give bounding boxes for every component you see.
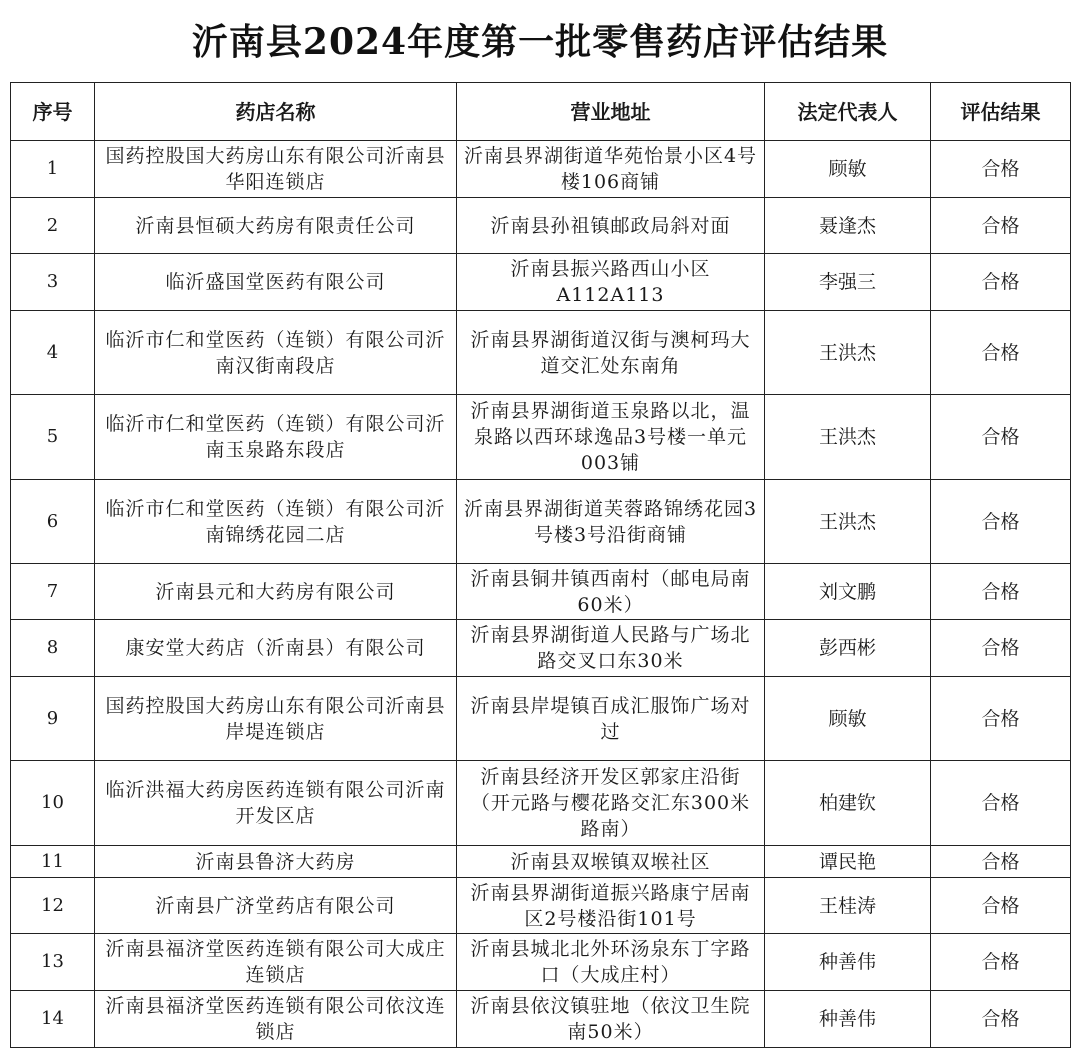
row-number: 7	[11, 564, 95, 620]
evaluation-result: 合格	[931, 564, 1071, 620]
legal-representative: 王桂涛	[765, 878, 931, 934]
pharmacy-name: 临沂盛国堂医药有限公司	[95, 254, 457, 311]
table-row	[11, 141, 1071, 198]
row-number: 13	[11, 934, 95, 991]
row-number: 14	[11, 991, 95, 1048]
legal-representative: 刘文鹏	[765, 564, 931, 620]
business-address: 沂南县双堠镇双堠社区	[457, 846, 765, 878]
legal-representative: 李强三	[765, 254, 931, 311]
header-address: 营业地址	[457, 83, 765, 141]
table-row	[11, 620, 1071, 677]
row-number: 2	[11, 198, 95, 254]
table-row	[11, 677, 1071, 761]
business-address: 沂南县界湖街道人民路与广场北路交叉口东30米	[457, 620, 765, 677]
legal-representative: 彭西彬	[765, 620, 931, 677]
pharmacy-name: 沂南县恒硕大药房有限责任公司	[95, 198, 457, 254]
header-no: 序号	[11, 83, 95, 141]
legal-representative: 王洪杰	[765, 480, 931, 564]
header-result: 评估结果	[931, 83, 1071, 141]
legal-representative: 王洪杰	[765, 395, 931, 480]
table-row	[11, 846, 1071, 878]
legal-representative: 种善伟	[765, 991, 931, 1048]
evaluation-result: 合格	[931, 198, 1071, 254]
legal-representative: 顾敏	[765, 677, 931, 761]
evaluation-result: 合格	[931, 395, 1071, 480]
evaluation-result: 合格	[931, 141, 1071, 198]
evaluation-result: 合格	[931, 311, 1071, 395]
table-row	[11, 878, 1071, 934]
row-number: 10	[11, 761, 95, 846]
legal-representative: 种善伟	[765, 934, 931, 991]
business-address: 沂南县界湖街道汉街与澳柯玛大道交汇处东南角	[457, 311, 765, 395]
table-row	[11, 761, 1071, 846]
row-number: 5	[11, 395, 95, 480]
row-number: 12	[11, 878, 95, 934]
evaluation-table	[10, 82, 1071, 1048]
table-row	[11, 311, 1071, 395]
table-row	[11, 564, 1071, 620]
pharmacy-name: 沂南县元和大药房有限公司	[95, 564, 457, 620]
table-row	[11, 395, 1071, 480]
pharmacy-name: 临沂市仁和堂医药（连锁）有限公司沂南锦绣花园二店	[95, 480, 457, 564]
pharmacy-name: 国药控股国大药房山东有限公司沂南县岸堤连锁店	[95, 677, 457, 761]
pharmacy-name: 沂南县福济堂医药连锁有限公司依汶连锁店	[95, 991, 457, 1048]
table-row	[11, 480, 1071, 564]
evaluation-result: 合格	[931, 620, 1071, 677]
evaluation-result: 合格	[931, 991, 1071, 1048]
evaluation-result: 合格	[931, 846, 1071, 878]
business-address: 沂南县振兴路西山小区A112A113	[457, 254, 765, 311]
table-row	[11, 934, 1071, 991]
evaluation-result: 合格	[931, 934, 1071, 991]
evaluation-result: 合格	[931, 254, 1071, 311]
row-number: 1	[11, 141, 95, 198]
legal-representative: 聂逢杰	[765, 198, 931, 254]
legal-representative: 柏建钦	[765, 761, 931, 846]
legal-representative: 顾敏	[765, 141, 931, 198]
evaluation-result: 合格	[931, 878, 1071, 934]
table-row	[11, 198, 1071, 254]
row-number: 3	[11, 254, 95, 311]
business-address: 沂南县界湖街道芙蓉路锦绣花园3号楼3号沿街商铺	[457, 480, 765, 564]
page-title: 沂南县2024年度第一批零售药店评估结果	[191, 21, 889, 63]
business-address: 沂南县依汶镇驻地（依汶卫生院南50米）	[457, 991, 765, 1048]
business-address: 沂南县岸堤镇百成汇服饰广场对过	[457, 677, 765, 761]
pharmacy-name: 沂南县广济堂药店有限公司	[95, 878, 457, 934]
evaluation-result: 合格	[931, 480, 1071, 564]
evaluation-result: 合格	[931, 761, 1071, 846]
header-rep: 法定代表人	[765, 83, 931, 141]
pharmacy-name: 临沂市仁和堂医药（连锁）有限公司沂南玉泉路东段店	[95, 395, 457, 480]
pharmacy-name: 临沂洪福大药房医药连锁有限公司沂南开发区店	[95, 761, 457, 846]
row-number: 8	[11, 620, 95, 677]
row-number: 11	[11, 846, 95, 878]
table-row	[11, 991, 1071, 1048]
pharmacy-name: 康安堂大药店（沂南县）有限公司	[95, 620, 457, 677]
header-name: 药店名称	[95, 83, 457, 141]
pharmacy-name: 国药控股国大药房山东有限公司沂南县华阳连锁店	[95, 141, 457, 198]
row-number: 6	[11, 480, 95, 564]
pharmacy-name: 沂南县福济堂医药连锁有限公司大成庄连锁店	[95, 934, 457, 991]
business-address: 沂南县经济开发区郭家庄沿街（开元路与樱花路交汇东300米路南）	[457, 761, 765, 846]
business-address: 沂南县铜井镇西南村（邮电局南60米）	[457, 564, 765, 620]
business-address: 沂南县城北北外环汤泉东丁字路口（大成庄村）	[457, 934, 765, 991]
row-number: 9	[11, 677, 95, 761]
business-address: 沂南县界湖街道华苑怡景小区4号楼106商铺	[457, 141, 765, 198]
pharmacy-name: 沂南县鲁济大药房	[95, 846, 457, 878]
pharmacy-name: 临沂市仁和堂医药（连锁）有限公司沂南汉街南段店	[95, 311, 457, 395]
evaluation-result: 合格	[931, 677, 1071, 761]
business-address: 沂南县孙祖镇邮政局斜对面	[457, 198, 765, 254]
row-number: 4	[11, 311, 95, 395]
legal-representative: 王洪杰	[765, 311, 931, 395]
table-row	[11, 254, 1071, 311]
business-address: 沂南县界湖街道振兴路康宁居南区2号楼沿街101号	[457, 878, 765, 934]
legal-representative: 谭民艳	[765, 846, 931, 878]
business-address: 沂南县界湖街道玉泉路以北，温泉路以西环球逸品3号楼一单元003铺	[457, 395, 765, 480]
table-header-row	[11, 83, 1071, 141]
